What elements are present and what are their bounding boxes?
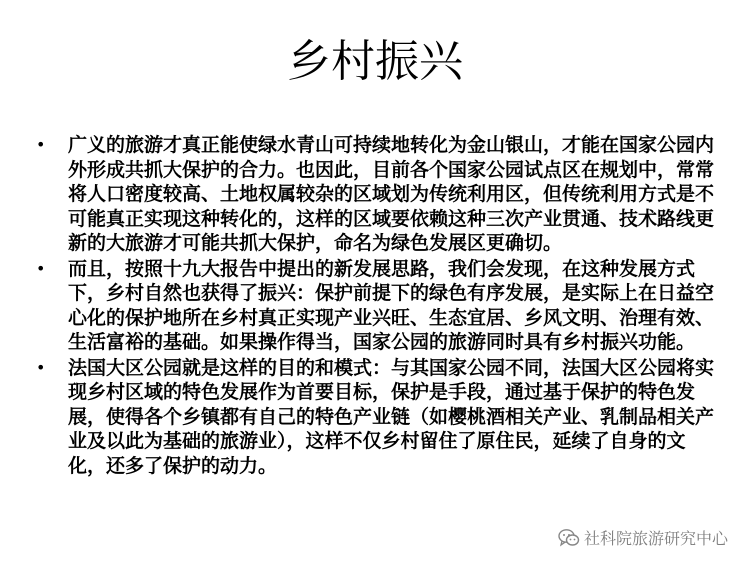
bullet-text: 广义的旅游才真正能使绿水青山可持续地转化为金山银山，才能在国家公园内外形成共抓大保护的合力。也因此，目前各个国家公园试点区在规划中，常常将人口密度较高、土地权属较杂的区域划为传统利用区，但传统利用方式是不可能真正实现这种转化的，这样的区域要依赖这种三次产业贯通、技术路线更新的大旅游才可能共抓大保护，命名为绿色发展区更确切。 [68,134,715,254]
bullet-marker: • [36,258,46,278]
bullet-text: 而且，按照十九大报告中提出的新发展思路，我们会发现，在这种发展方式下，乡村自然也获得了振兴：保护前提下的绿色有序发展，是实际上在日益空心化的保护地所在乡村真正实现产业兴旺、生态宜居、乡风文明、治理有效、生活富裕的基础。如果操作得当，国家公园的旅游同时具有乡村振兴功能。 [68,257,715,353]
watermark [558,526,728,549]
slide-title: 乡村振兴 [287,36,463,87]
bullet-item-3 [30,356,720,479]
wechat-icon [558,528,580,548]
bullet-text: 法国大区公园就是这样的目的和模式：与其国家公园不同，法国大区公园将实现乡村区域的特色发展作为首要目标，保护是手段，通过基于保护的特色发展，使得各个乡镇都有自己的特色产业链（如樱桃酒相关产业、乳制品相关产业及以此为基础的旅游业），这样不仅乡村留住了原住民，延续了自身的文化，还多了保护的动力。 [68,356,715,477]
bullet-list [30,133,720,479]
bullet-marker: • [36,357,46,377]
bullet-item-1 [30,133,720,256]
bullet-marker: • [36,135,46,154]
bullet-item-2 [30,257,720,355]
watermark-text: 社科院旅游研究中心 [583,529,728,548]
